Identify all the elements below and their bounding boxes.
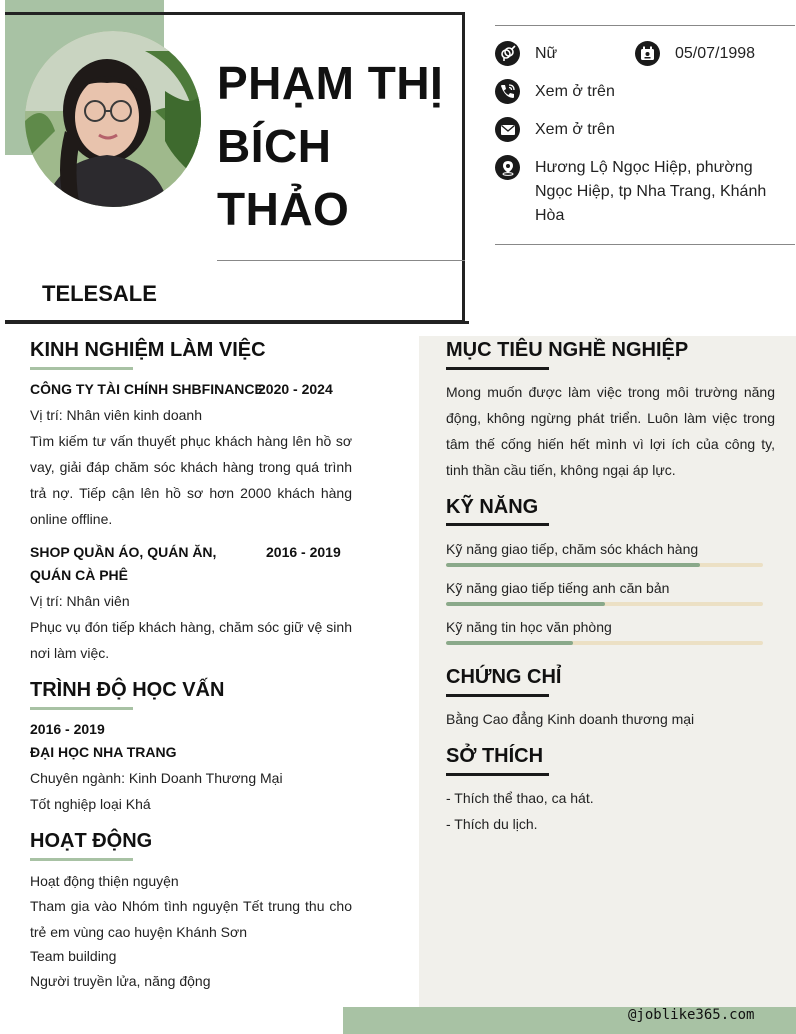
skill-fill-1: [446, 563, 700, 567]
hobby-line-1: - Thích thể thao, ca hát.: [446, 790, 594, 806]
contact-divider-top: [495, 25, 795, 26]
skill-bar-2: [446, 602, 763, 606]
header-frame-bottom: [5, 321, 469, 324]
skill-label-3: Kỹ năng tin học văn phòng: [446, 619, 612, 635]
hobby-line-2: - Thích du lịch.: [446, 816, 538, 832]
skills-title: KỸ NĂNG: [446, 496, 539, 518]
education-school: ĐẠI HỌC NHA TRANG: [30, 744, 177, 760]
experience-period-1: 2020 - 2024: [258, 381, 333, 397]
skill-bar-3: [446, 641, 763, 645]
activities-title: HOẠT ĐỘNG: [30, 830, 153, 852]
experience-title: KINH NGHIỆM LÀM VIỆC: [30, 339, 266, 361]
avatar-photo: [25, 31, 201, 207]
name-divider: [217, 260, 465, 261]
name-line-3: THẢO: [217, 183, 350, 235]
activities-underline: [30, 858, 133, 861]
watermark-link[interactable]: @joblike365.com: [628, 1007, 755, 1023]
mail-icon: [495, 117, 520, 142]
education-title: TRÌNH ĐỘ HỌC VẤN: [30, 679, 225, 701]
name-line-2: BÍCH: [217, 120, 332, 172]
gender-icon: [495, 41, 520, 66]
objective-underline: [446, 367, 549, 370]
name-line-1: PHẠM THỊ: [217, 57, 444, 109]
contact-divider-bottom: [495, 244, 795, 245]
experience-company-2: SHOP QUẦN ÁO, QUÁN ĂN, QUÁN CÀ PHÊ: [30, 544, 217, 583]
address-line-2: Ngọc Hiệp, tp Nha Trang, Khánh: [535, 183, 767, 200]
certificates-title: CHỨNG CHỈ: [446, 666, 562, 688]
experience-position-2: Vị trí: Nhân viên: [30, 593, 130, 609]
experience-period-2: 2016 - 2019: [266, 544, 341, 560]
skill-label-1: Kỹ năng giao tiếp, chăm sóc khách hàng: [446, 541, 699, 557]
address-value: [535, 156, 785, 228]
skill-fill-3: [446, 641, 573, 645]
skill-bar-1: [446, 563, 763, 567]
experience-description-1: Tìm kiếm tư vấn thuyết phục khách hàng lên hồ sơ vay, giải đáp chăm sóc khách hàng trong quá trình trả nợ. Tiếp cận lên hồ sơ hơn 2000 khách hàng online offline.: [30, 433, 352, 527]
certificates-underline: [446, 694, 549, 697]
phone-icon: [495, 79, 520, 104]
activity-line-1: Hoạt động thiện nguyện: [30, 873, 179, 889]
gender-value: Nữ: [535, 45, 558, 62]
hobbies-underline: [446, 773, 549, 776]
candidate-name: [217, 52, 457, 241]
location-icon: [495, 155, 520, 180]
activity-line-3: Team building: [30, 948, 117, 964]
address-line-1: Hương Lộ Ngọc Hiệp, phường: [535, 159, 753, 176]
objective-text: Mong muốn được làm việc trong môi trường năng động, không ngừng phát triển. Luôn làm việc trong tâm thế cống hiến hết mình vì lợi ích của công ty, tinh thần cầu tiến, không ngại áp lực.: [446, 384, 775, 478]
birthday-value: 05/07/1998: [675, 45, 756, 62]
education-major: Chuyên ngành: Kinh Doanh Thương Mại: [30, 770, 283, 786]
activity-line-2: Tham gia vào Nhóm tình nguyện Tết trung thu cho trẻ em vùng cao huyện Khánh Sơn: [30, 898, 352, 940]
address-line-3: Hòa: [535, 207, 565, 224]
skills-underline: [446, 523, 549, 526]
education-underline: [30, 707, 133, 710]
avatar: [25, 31, 201, 207]
phone-value: Xem ở trên: [535, 83, 615, 100]
skill-fill-2: [446, 602, 605, 606]
education-grade: Tốt nghiệp loại Khá: [30, 796, 151, 812]
calendar-icon: [635, 41, 660, 66]
education-period: 2016 - 2019: [30, 721, 105, 737]
hobbies-title: SỞ THÍCH: [446, 745, 544, 767]
experience-position-1: Vị trí: Nhân viên kinh doanh: [30, 407, 202, 423]
experience-underline: [30, 367, 133, 370]
job-title: TELESALE: [42, 281, 157, 306]
activity-line-4: Người truyền lửa, năng động: [30, 973, 211, 989]
certificate-text: Bằng Cao đẳng Kinh doanh thương mại: [446, 711, 695, 727]
experience-company-1: CÔNG TY TÀI CHÍNH SHBFINANCE: [30, 381, 264, 397]
skill-label-2: Kỹ năng giao tiếp tiếng anh căn bản: [446, 580, 670, 596]
email-value: Xem ở trên: [535, 121, 615, 138]
objective-title: MỤC TIÊU NGHỀ NGHIỆP: [446, 339, 689, 361]
experience-description-2: Phục vụ đón tiếp khách hàng, chăm sóc giữ vệ sinh nơi làm việc.: [30, 619, 352, 661]
